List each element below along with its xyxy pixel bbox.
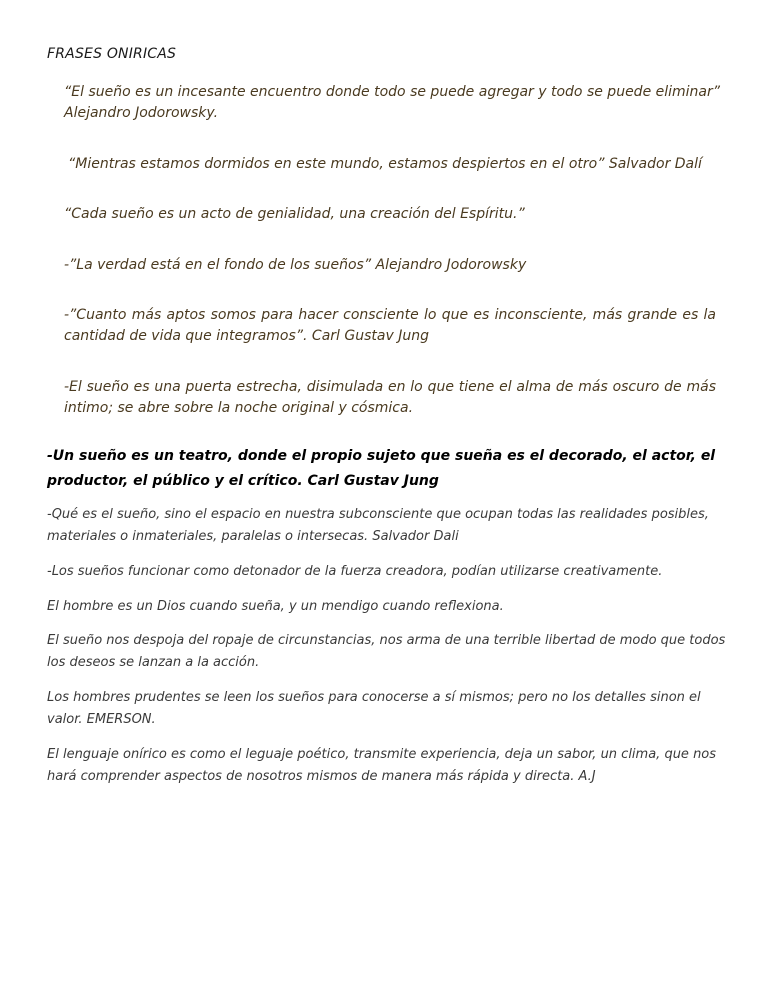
paragraph-dali-espacio: -Qué es el sueño, sino el espacio en nuestra subconsciente que ocupan todas las realidades posibles, materiales o inmateriales, paralelas o intersecas. Salvador Dali <box>47 507 709 544</box>
quote-jodorowsky-encuentro: “El sueño es un incesante encuentro donde todo se puede agregar y todo se puede eliminar” Alejandro Jodorowsky. <box>64 84 721 121</box>
paragraph-emerson: Los hombres prudentes se leen los sueños para conocerse a sí mismos; pero no los detalles sinon el valor. EMERSON. <box>47 690 701 727</box>
quote-jung-consciente: -”Cuanto más aptos somos para hacer consciente lo que es inconsciente, más grande es la cantidad de vida que integramos”. Carl Gustav Jung <box>64 307 716 344</box>
quote-genialidad: “Cada sueño es un acto de genialidad, una creación del Espíritu.” <box>64 206 525 222</box>
paragraph-detonador: -Los sueños funcionar como detonador de la fuerza creadora, podían utilizarse creativamente. <box>47 564 663 579</box>
quote-puerta-estrecha: -El sueño es una puerta estrecha, disimulada en lo que tiene el alma de más oscuro de más intimo; se abre sobre la noche original y cósmica. <box>64 379 716 416</box>
bold-quote-jung-teatro: -Un sueño es un teatro, donde el propio sujeto que sueña es el decorado, el actor, el productor, el público y el crítico. Carl Gustav Jung <box>47 448 716 489</box>
paragraph-dios-mendigo: El hombre es un Dios cuando sueña, y un mendigo cuando reflexiona. <box>47 599 504 614</box>
paragraph-ropaje: El sueño nos despoja del ropaje de circunstancias, nos arma de una terrible libertad de modo que todos los deseos se lanzan a la acción. <box>47 633 726 670</box>
quote-dali-dormidos: “Mientras estamos dormidos en este mundo, estamos despiertos en el otro” Salvador Dalí <box>68 156 702 172</box>
quote-jodorowsky-verdad: -”La verdad está en el fondo de los sueños” Alejandro Jodorowsky <box>64 257 527 273</box>
paragraph-lenguaje-onirico: El lenguaje onírico es como el leguaje poético, transmite experiencia, deja un sabor, un clima, que nos hará comprender aspectos de nosotros mismos de manera más rápida y directa. A.J <box>47 747 717 784</box>
document-title: FRASES ONIRICAS <box>47 46 177 62</box>
